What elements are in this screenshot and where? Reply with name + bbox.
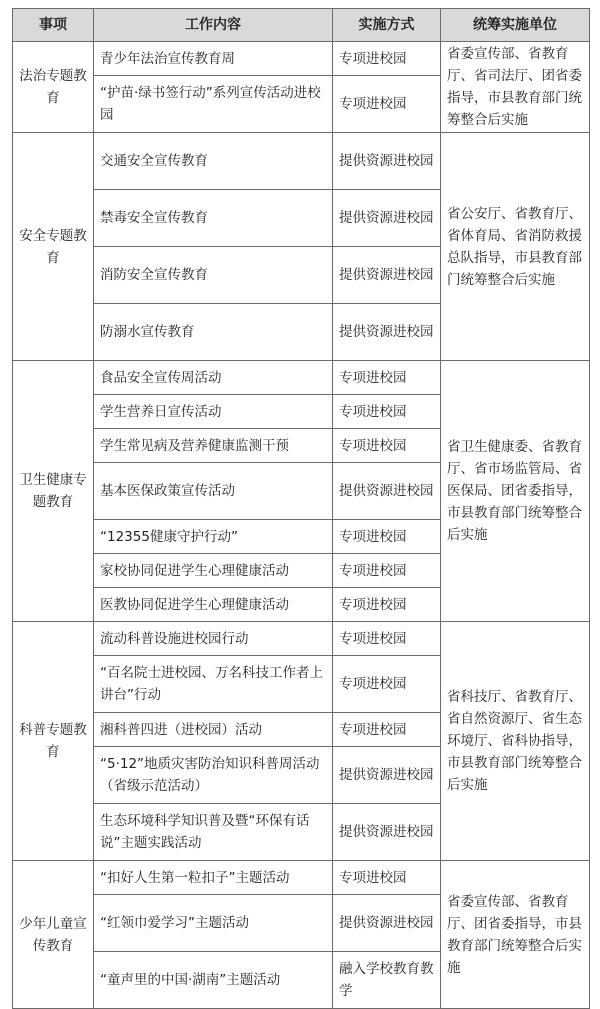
content-cell: “扣好人生第一粒扣子”主题活动 xyxy=(94,861,333,895)
method-cell: 提供资源进校园 xyxy=(333,804,441,861)
method-cell: 提供资源进校园 xyxy=(333,133,441,190)
category-cell: 法治专题教育 xyxy=(13,42,94,133)
unit-cell: 省委宣传部、省教育厅、省司法厅、团省委指导，市县教育部门统筹整合后实施 xyxy=(441,42,590,133)
header-unit: 统筹实施单位 xyxy=(441,9,590,42)
content-cell: “红领巾爱学习”主题活动 xyxy=(94,895,333,952)
content-cell: 消防安全宣传教育 xyxy=(94,247,333,304)
method-cell: 专项进校园 xyxy=(333,713,441,747)
header-category: 事项 xyxy=(13,9,94,42)
method-cell: 专项进校园 xyxy=(333,42,441,76)
content-cell: “百名院士进校园、万名科技工作者上讲台”行动 xyxy=(94,656,333,713)
category-cell: 安全专题教育 xyxy=(13,133,94,361)
content-cell: “5·12”地质灾害防治知识科普周活动（省级示范活动） xyxy=(94,747,333,804)
content-cell: 交通安全宣传教育 xyxy=(94,133,333,190)
method-cell: 提供资源进校园 xyxy=(333,747,441,804)
method-cell: 专项进校园 xyxy=(333,656,441,713)
content-cell: “12355健康守护行动” xyxy=(94,520,333,554)
table-row xyxy=(13,861,590,895)
unit-cell: 省科技厅、省教育厅、省自然资源厅、省生态环境厅、省科协指导，市县教育部门统筹整合后实施 xyxy=(441,622,590,861)
unit-cell: 省委宣传部、省教育厅、团省委指导，市县教育部门统筹整合后实施 xyxy=(441,861,590,1009)
method-cell: 融入学校教育教学 xyxy=(333,952,441,1009)
content-cell: 家校协同促进学生心理健康活动 xyxy=(94,554,333,588)
content-cell: 基本医保政策宣传活动 xyxy=(94,463,333,520)
method-cell: 专项进校园 xyxy=(333,520,441,554)
category-cell: 科普专题教育 xyxy=(13,622,94,861)
method-cell: 专项进校园 xyxy=(333,361,441,395)
content-cell: 学生常见病及营养健康监测干预 xyxy=(94,429,333,463)
content-cell: 禁毒安全宣传教育 xyxy=(94,190,333,247)
method-cell: 提供资源进校园 xyxy=(333,895,441,952)
unit-cell: 省公安厅、省教育厅、省体育局、省消防救援总队指导，市县教育部门统筹整合后实施 xyxy=(441,133,590,361)
table-row xyxy=(13,133,590,190)
method-cell: 专项进校园 xyxy=(333,588,441,622)
method-cell: 专项进校园 xyxy=(333,622,441,656)
table-row xyxy=(13,622,590,656)
method-cell: 专项进校园 xyxy=(333,395,441,429)
category-cell: 卫生健康专题教育 xyxy=(13,361,94,622)
content-cell: 防溺水宣传教育 xyxy=(94,304,333,361)
method-cell: 专项进校园 xyxy=(333,429,441,463)
method-cell: 专项进校园 xyxy=(333,861,441,895)
content-cell: “护苗·绿书签行动”系列宣传活动进校园 xyxy=(94,76,333,133)
policy-table xyxy=(12,8,590,1009)
method-cell: 提供资源进校园 xyxy=(333,463,441,520)
table-row xyxy=(13,42,590,76)
method-cell: 提供资源进校园 xyxy=(333,247,441,304)
content-cell: 流动科普设施进校园行动 xyxy=(94,622,333,656)
table-header-row xyxy=(13,9,590,42)
content-cell: 食品安全宣传周活动 xyxy=(94,361,333,395)
content-cell: 学生营养日宣传活动 xyxy=(94,395,333,429)
content-cell: 湘科普四进（进校园）活动 xyxy=(94,713,333,747)
unit-cell: 省卫生健康委、省教育厅、省市场监管局、省医保局、团省委指导，市县教育部门统筹整合后实施 xyxy=(441,361,590,622)
method-cell: 专项进校园 xyxy=(333,76,441,133)
content-cell: 医教协同促进学生心理健康活动 xyxy=(94,588,333,622)
method-cell: 提供资源进校园 xyxy=(333,190,441,247)
header-content: 工作内容 xyxy=(94,9,333,42)
method-cell: 提供资源进校园 xyxy=(333,304,441,361)
header-method: 实施方式 xyxy=(333,9,441,42)
content-cell: “童声里的中国·湖南”主题活动 xyxy=(94,952,333,1009)
content-cell: 生态环境科学知识普及暨“环保有话说”主题实践活动 xyxy=(94,804,333,861)
category-cell: 少年儿童宣传教育 xyxy=(13,861,94,1009)
content-cell: 青少年法治宣传教育周 xyxy=(94,42,333,76)
table-row xyxy=(13,361,590,395)
method-cell: 专项进校园 xyxy=(333,554,441,588)
